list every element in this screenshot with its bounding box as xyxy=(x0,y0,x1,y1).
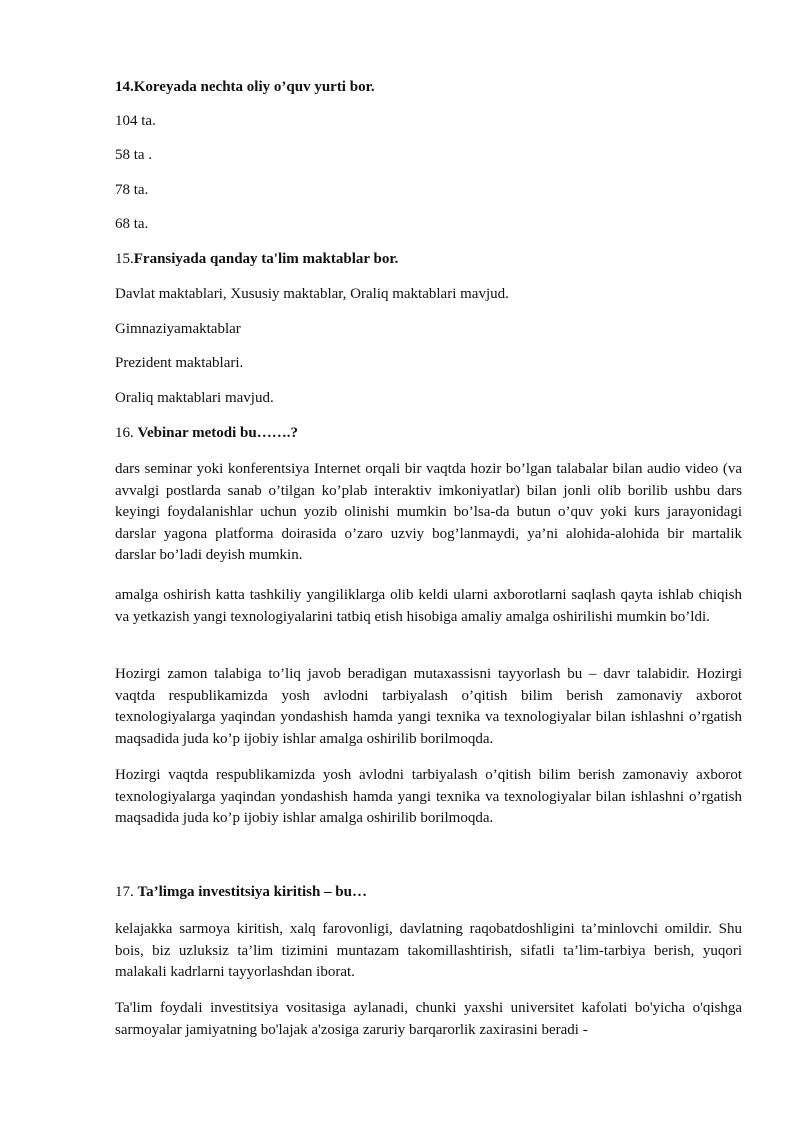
q14-option-3: 78 ta. xyxy=(115,182,149,198)
q14-option-2: 58 ta . xyxy=(115,147,153,163)
q14-option-4: 68 ta. xyxy=(115,216,149,232)
question-15-heading xyxy=(115,250,398,268)
q15-option-4: Oraliq maktablari mavjud. xyxy=(115,390,274,406)
question-16-number: 16. xyxy=(115,425,138,441)
q16-paragraph-3: Hozirgi zamon talabiga to’liq javob beradigan mutaxassisni tayyorlash bu – davr talabidir. Hozirgi vaqtda respublikamizda yosh avlodni tarbiyalash o’qitish bilim berish zamonaviy axborot texnologiyalarga yaqindan yondashish hamda yangi texnika va texnologiyalar bilan ishlashni o’rgatish maqsadida juda ko’p ijobiy ishlar amalga oshirilib borilmoqda. xyxy=(115,666,742,747)
question-17-title: Ta’limga investitsiya kiritish – bu… xyxy=(137,884,367,900)
q16-paragraph-2: amalga oshirish katta tashkiliy yangiliklarga olib keldi ularni axborotlarni saqlash qayta ishlab chiqish va yetkazish yangi texnologiyalarini tatbiq etish hisobiga amaliy amalga oshirilishi mumkin bo’ldi. xyxy=(115,587,742,625)
question-15-number: 15. xyxy=(115,251,134,267)
q16-paragraph-4: Hozirgi vaqtda respublikamizda yosh avlodni tarbiyalash o’qitish bilim berish zamonaviy axborot texnologiyalarga yaqindan yondashish hamda yangi texnika va texnologiyalar bilan ishlashni o’rgatish maqsadida juda ko’p ijobiy ishlar amalga oshirilib borilmoqda. xyxy=(115,767,742,827)
q14-option-1: 104 ta. xyxy=(115,113,156,129)
q16-paragraph-1: dars seminar yoki konferentsiya Internet orqali bir vaqtda hozir bo’lgan talabalar bilan audio video (va avvalgi postlarda sanab o’tilgan ko’plab interaktiv imkoniyatlar) bilan jonli olib borilib ushbu dars keyingi foydalanishlar uchun yozib olinishi mumkin bo’lsa-da butun o’quv yoki kurs jarayonidagi darslar yagona platforma doirasida o’zaro uzviy bog’lanmaydi, ya’ni alohida-alohida bir martalik darslar bo’ladi deyish mumkin. xyxy=(115,461,742,564)
question-17-heading xyxy=(115,883,367,901)
q15-option-3: Prezident maktablari. xyxy=(115,355,244,371)
question-17-number: 17. xyxy=(115,884,138,900)
question-15-title: Fransiyada qanday ta'lim maktablar bor. xyxy=(133,251,399,267)
q17-paragraph-2: Ta'lim foydali investitsiya vositasiga aylanadi, chunki yaxshi universitet kafolati bo'yicha o'qishga sarmoyalar jamiyatning bo'lajak a'zosiga zaruriy barqarorlik zaxirasini beradi - xyxy=(115,1000,742,1038)
q17-paragraph-1: kelajakka sarmoya kiritish, xalq farovonligi, davlatning raqobatdoshligini ta’minlovchi omildir. Shu bois, biz uzluksiz ta’lim tizimini muntazam takomillashtirish, sifatli ta’lim-tarbiya berish, yuqori malakali kadrlarni tayyorlashdan iborat. xyxy=(115,921,742,981)
q15-option-1: Davlat maktablari, Xususiy maktablar, Oraliq maktablari mavjud. xyxy=(115,286,509,302)
question-16-heading xyxy=(115,424,298,442)
question-16-title: Vebinar metodi bu…….? xyxy=(137,425,298,441)
question-14-title: 14.Koreyada nechta oliy o’quv yurti bor. xyxy=(115,79,375,95)
q15-option-2: Gimnaziyamaktablar xyxy=(115,321,241,337)
